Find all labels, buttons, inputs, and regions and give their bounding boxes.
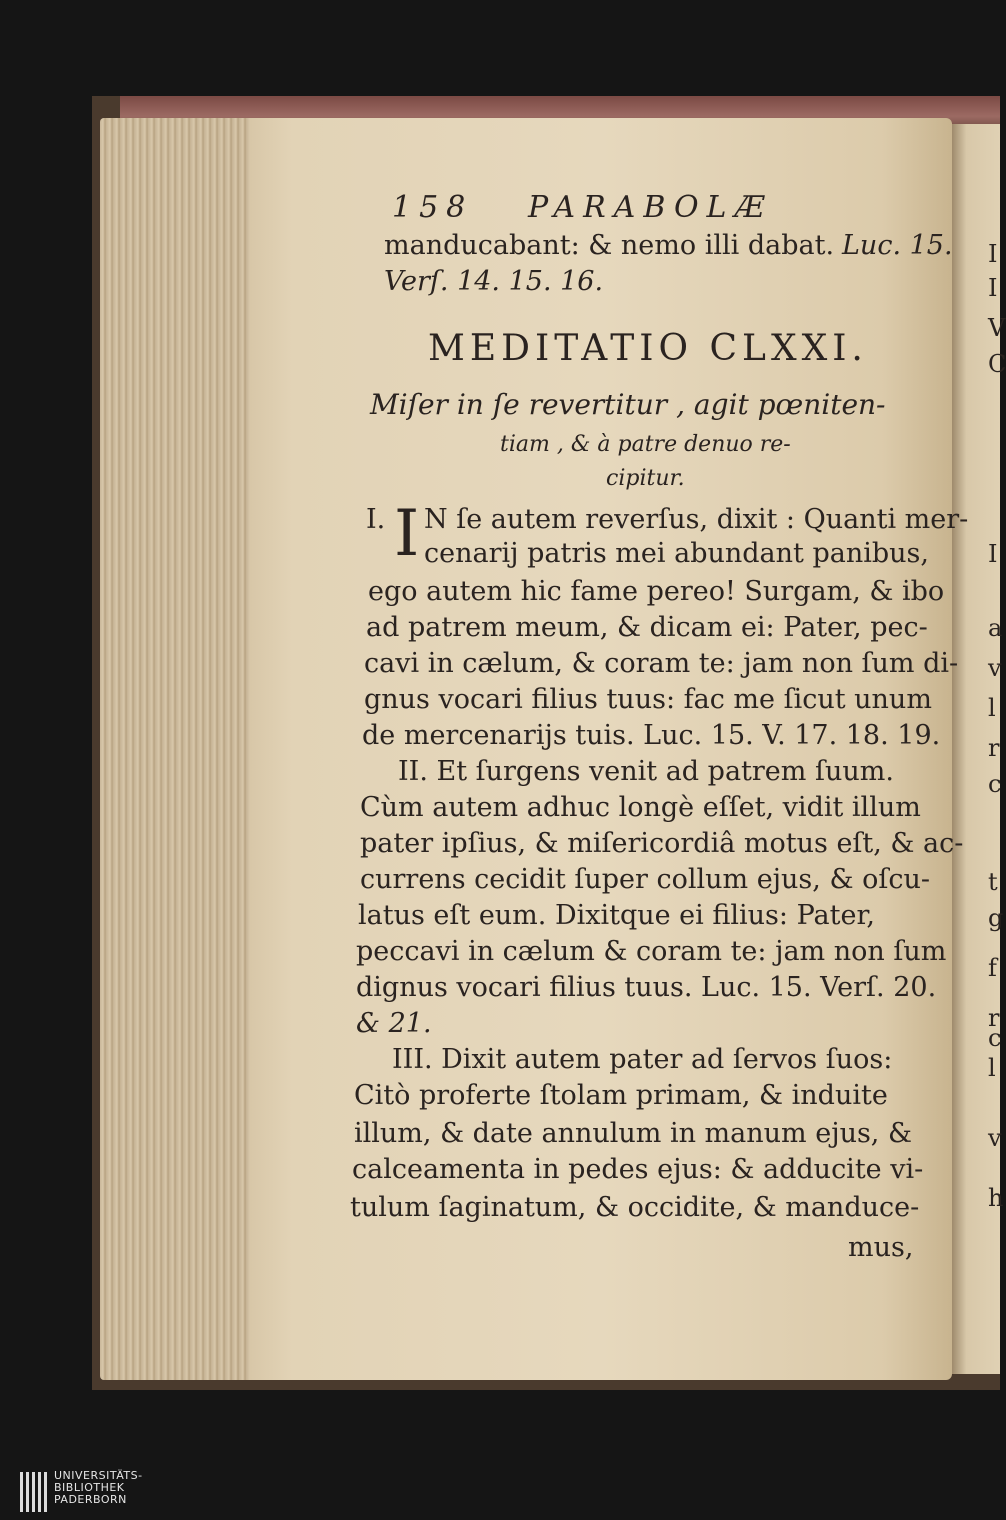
text-line: manducabant: & nemo illi dabat. <box>384 230 835 261</box>
catchword: mus, <box>848 1232 914 1263</box>
text-line: dignus vocari filius tuus. Luc. 15. Verſ. 20. <box>356 972 937 1003</box>
next-page-glyph: I <box>988 274 998 302</box>
library-logo-icon <box>20 1472 48 1512</box>
running-title: PARABOLÆ <box>528 190 773 225</box>
paragraph-numeral: I. <box>366 504 386 535</box>
page-number: 158 <box>392 190 474 225</box>
text-line: ego autem hic fame pereo! Surgam, & ibo <box>368 576 945 607</box>
next-page-glyph: I <box>988 540 998 568</box>
next-page-glyph: h <box>988 1184 1004 1212</box>
library-logo-text <box>54 1470 143 1506</box>
section-title: MEDITATIO CLXXI. <box>428 328 868 369</box>
text-line: latus eſt eum. Dixitque ei filius: Pater, <box>358 900 875 931</box>
text-line: de mercenarijs tuis. Luc. 15. V. 17. 18. 19. <box>362 720 941 751</box>
text-line: III. Dixit autem pater ad ſervos ſuos: <box>392 1044 893 1075</box>
next-page-glyph: a <box>988 614 1003 642</box>
next-page-glyph: I <box>988 240 998 268</box>
logo-line: PADERBORN <box>54 1493 127 1506</box>
text-line: illum, & date annulum in manum ejus, & <box>354 1118 913 1149</box>
next-page-glyph: g <box>988 904 1004 932</box>
next-page-glyph: t <box>988 868 998 896</box>
text-line: N ſe autem reverſus, dixit : Quanti mer- <box>424 504 969 535</box>
next-page-glyph: r <box>988 1004 1000 1032</box>
text-line: & 21. <box>356 1008 432 1039</box>
next-page-glyph: f <box>988 954 997 982</box>
text-line: pater ipſius, & miſericordiâ motus eſt, & ac- <box>360 828 964 859</box>
text-line: cenarij patris mei abundant panibus, <box>424 538 929 569</box>
next-page-glyph: l <box>988 1054 996 1082</box>
text-line: Cùm autem adhuc longè eſſet, vidit illum <box>360 792 921 823</box>
next-page-glyph: V <box>988 314 1006 342</box>
section-subtitle: cipitur. <box>606 466 685 491</box>
text-line: Citò proferte ſtolam primam, & induite <box>354 1080 888 1111</box>
section-subtitle: Miſer in ſe revertitur , agit pœniten- <box>370 388 886 421</box>
logo-line: BIBLIOTHEK <box>54 1481 125 1494</box>
text-line: cavi in cælum, & coram te: jam non ſum di- <box>364 648 959 679</box>
text-line: Verſ. 14. 15. 16. <box>384 266 604 297</box>
next-page-glyph: l <box>988 694 996 722</box>
text-line: II. Et ſurgens venit ad patrem ſuum. <box>398 756 894 787</box>
text-line: calceamenta in pedes ejus: & adducite vi- <box>352 1154 924 1185</box>
next-page-glyph: r <box>988 734 1000 762</box>
next-page-glyph: v <box>988 1124 1002 1152</box>
next-page-glyph: c <box>988 1024 1002 1052</box>
text-line: currens cecidit ſuper collum ejus, & oſcu- <box>360 864 930 895</box>
text-line: ad patrem meum, & dicam ei: Pater, pec- <box>366 612 928 643</box>
text-line-ref: Luc. 15. <box>842 230 953 261</box>
text-line: gnus vocari filius tuus: fac me ſicut unum <box>364 684 932 715</box>
next-page-glyph: v <box>988 654 1002 682</box>
footer-bar <box>0 1460 1000 1520</box>
text-line: tulum ſaginatum, & occidite, & manduce- <box>350 1192 920 1223</box>
next-page-edge <box>952 124 1006 1374</box>
drop-cap: I <box>394 497 420 571</box>
next-page-glyph: C <box>988 350 1006 378</box>
section-subtitle: tiam , & à patre denuo re- <box>500 432 791 457</box>
text-line: peccavi in cælum & coram te: jam non ſum <box>356 936 947 967</box>
next-page-glyph: c <box>988 770 1002 798</box>
logo-line: UNIVERSITÄTS- <box>54 1469 143 1482</box>
